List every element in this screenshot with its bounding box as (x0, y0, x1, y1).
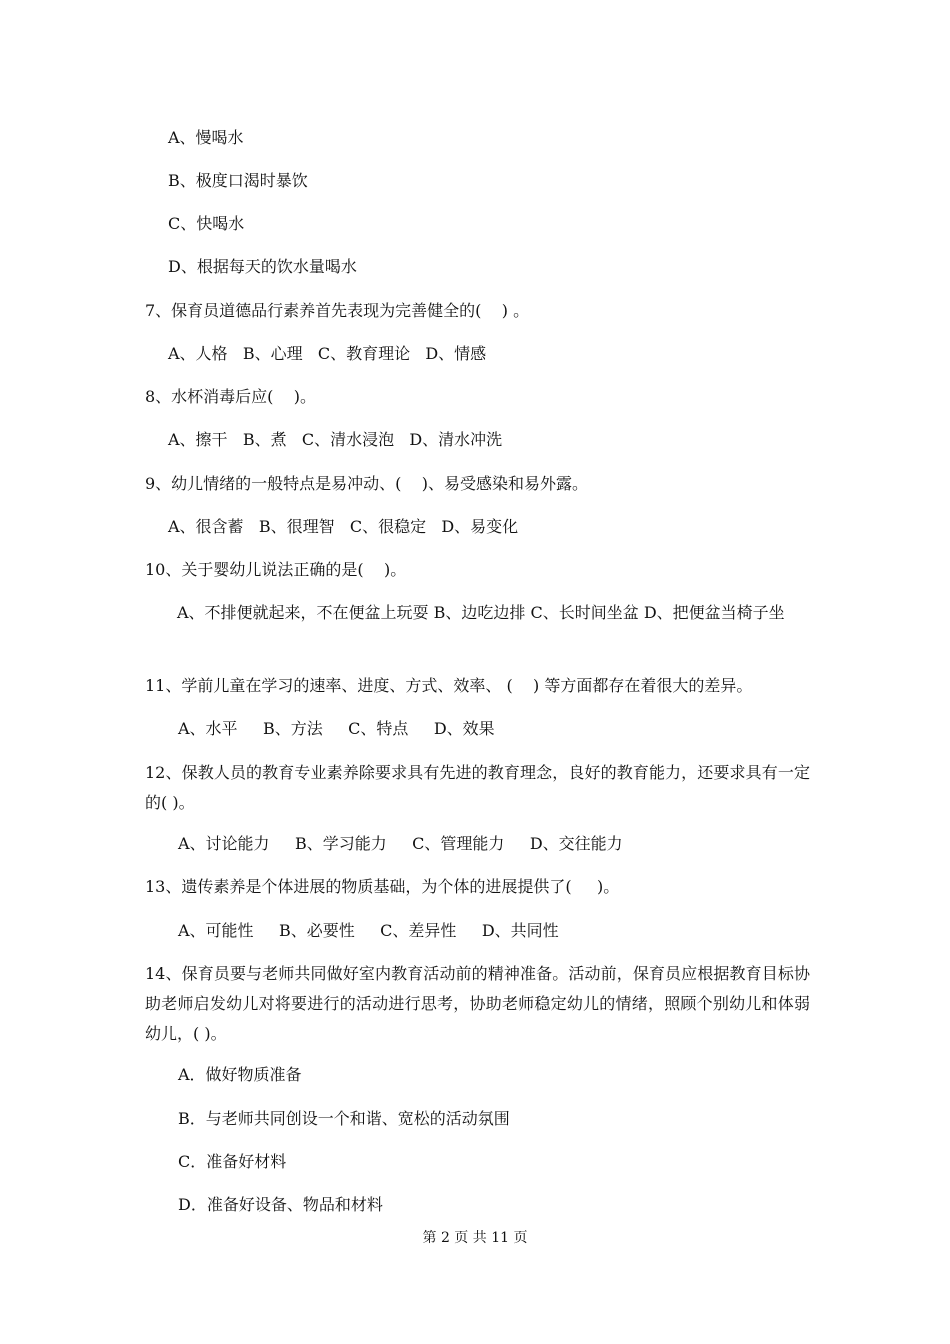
q9-options: A、很含蓄 B、很理智 C、很稳定 D、易变化 (168, 517, 519, 536)
q14-option-c: C．准备好材料 (178, 1152, 287, 1171)
q14-option-d: D．准备好设备、物品和材料 (178, 1195, 383, 1214)
q8-options: A、擦干 B、煮 C、清水浸泡 D、清水冲洗 (168, 430, 503, 449)
q9-question: 9、幼儿情绪的一般特点是易冲动、( )、易受感染和易外露。 (145, 474, 589, 493)
q6-option-b: B、极度口渴时暴饮 (168, 171, 308, 190)
q10-options: A、不排便就起来，不在便盆上玩耍 B、边吃边排 C、长时间坐盆 D、把便盆当椅子坐 (177, 603, 785, 622)
q8-question: 8、水杯消毒后应( )。 (145, 387, 317, 406)
q7-options: A、人格 B、心理 C、教育理论 D、情感 (168, 344, 487, 363)
q14-option-b: B．与老师共同创设一个和谐、宽松的活动氛围 (178, 1109, 510, 1128)
q12-question: 12、保教人员的教育专业素养除要求具有先进的教育理念，良好的教育能力，还要求具有一定的( )。 (145, 763, 810, 812)
page-footer: 第 2 页 共 11 页 (422, 1230, 528, 1246)
q12-options: A、讨论能力 B、学习能力 C、管理能力 D、交往能力 (178, 834, 623, 853)
q6-option-a: A、慢喝水 (168, 128, 244, 147)
q10-question: 10、关于婴幼儿说法正确的是( )。 (145, 560, 407, 579)
q14-question: 14、保育员要与老师共同做好室内教育活动前的精神准备。活动前，保育员应根据教育目标协助老师启发幼儿对将要进行的活动进行思考，协助老师稳定幼儿的情绪，照顾个别幼儿和体弱幼儿，( )。 (145, 964, 810, 1043)
q13-question: 13、遗传素养是个体进展的物质基础，为个体的进展提供了( )。 (145, 877, 620, 896)
q11-question: 11、学前儿童在学习的速率、进度、方式、效率、 ( ) 等方面都存在着很大的差异。 (145, 676, 753, 695)
q13-options: A、可能性 B、必要性 C、差异性 D、共同性 (178, 921, 559, 940)
q11-options: A、水平 B、方法 C、特点 D、效果 (178, 719, 495, 738)
q14-option-a: A．做好物质准备 (178, 1065, 302, 1084)
q6-option-d: D、根据每天的饮水量喝水 (168, 257, 357, 276)
q6-option-c: C、快喝水 (168, 214, 245, 233)
q7-question: 7、保育员道德品行素养首先表现为完善健全的( ) 。 (145, 301, 530, 320)
